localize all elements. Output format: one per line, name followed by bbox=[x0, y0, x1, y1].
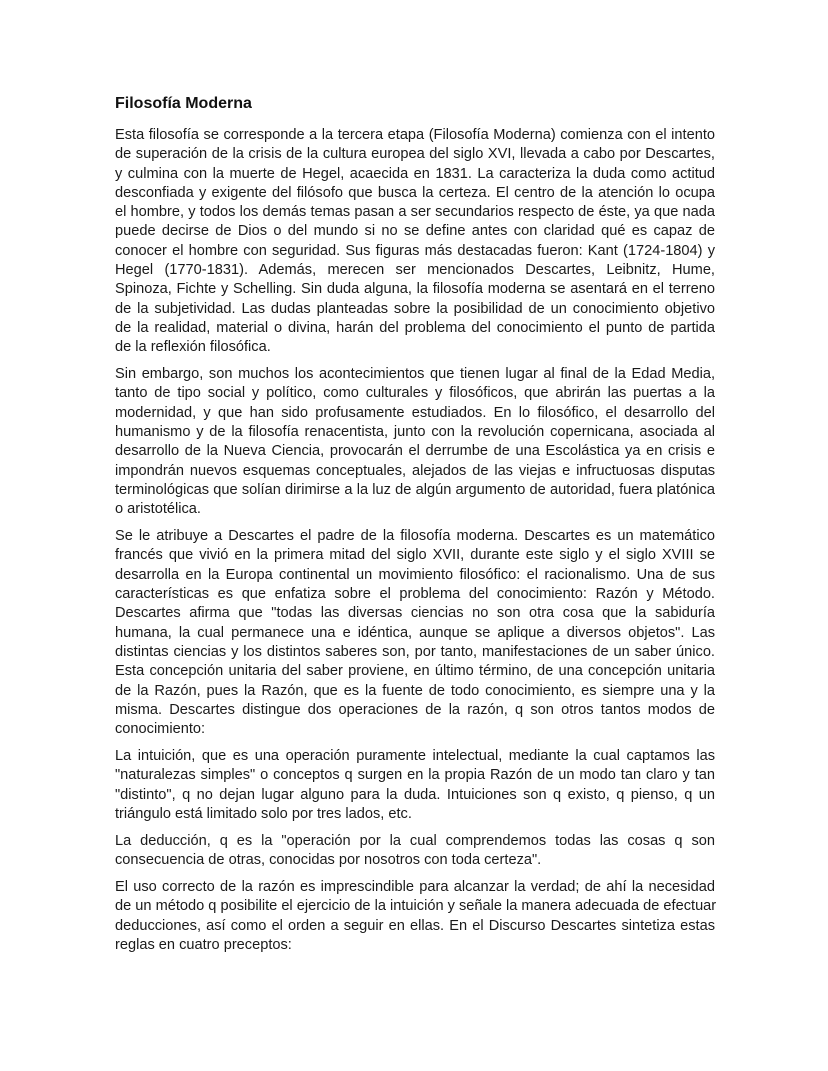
text-line: humana, la cual permanece una e idéntica, aunque se aplique a diversos objetos". Las bbox=[115, 624, 715, 641]
paragraph-descartes bbox=[115, 527, 715, 739]
text-line: de la realidad, material o divina, harán del problema del conocimiento el punto de partida bbox=[115, 319, 715, 336]
text-line: Sin embargo, son muchos los acontecimientos que tienen lugar al final de la Edad Media, bbox=[115, 366, 715, 383]
paragraph-metodo bbox=[115, 878, 715, 955]
text-line: La intuición, que es una operación puramente intelectual, mediante la cual captamos las bbox=[115, 747, 715, 764]
text-line: impondrán nuevos esquemas conceptuales, alejados de las viejas e infructuosas disputas bbox=[115, 462, 715, 479]
text-line: desarrolla en la Europa continental un movimiento filosófico: el racionalismo. Una de sus bbox=[115, 566, 715, 583]
text-line: desarrollo de la Nueva Ciencia, provocarán el derrumbe de una Escolástica ya en crisis e bbox=[115, 443, 715, 460]
document-title: Filosofía Moderna bbox=[115, 95, 252, 112]
text-line: Esta filosofía se corresponde a la tercera etapa (Filosofía Moderna) comienza con el intento bbox=[115, 127, 715, 143]
text-line: Spinoza, Fichte y Schelling. Sin duda alguna, la filosofía moderna se asentará en el terreno bbox=[115, 281, 715, 298]
text-line: distintas ciencias y los distintos saberes son, por tanto, manifestaciones de un saber único. bbox=[115, 643, 715, 660]
text-line: y culmina con la muerte de Hegel, acaecida en 1831. La caracteriza la duda como actitud bbox=[115, 165, 715, 182]
text-line: conocer el hombre con seguridad. Sus figuras más destacadas fueron: Kant (1724-1804) y bbox=[115, 242, 715, 259]
text-line: desconfiada y exigente del filósofo que busca la certeza. El centro de la atención lo ocupa bbox=[115, 184, 715, 201]
paragraph-intro bbox=[115, 126, 715, 358]
text-line: de la reflexión filosófica. bbox=[115, 339, 271, 356]
text-line: deducciones, así como el orden a seguir en ellas. En el Discurso Descartes sintetiza estas bbox=[115, 917, 715, 934]
text-line: misma. Descartes distingue dos operaciones de la razón, q son otros tantos modos de bbox=[115, 701, 715, 718]
text-line: humanismo y de la filosofía renacentista, junto con la revolución copernicana, asociada al bbox=[115, 424, 715, 441]
document-page bbox=[115, 94, 715, 963]
text-line: La deducción, q es la "operación por la cual comprendemos todas las cosas q son bbox=[115, 832, 715, 849]
text-line: puede decirse de Dios o del mundo si no se define antes con claridad qué es capaz de bbox=[115, 223, 715, 240]
text-line: reglas en cuatro preceptos: bbox=[115, 936, 292, 953]
text-line: de superación de la crisis de la cultura europea del siglo XVI, llevada a cabo por Descartes, bbox=[115, 146, 715, 163]
text-line: "naturalezas simples" o conceptos q surgen en la propia Razón de un modo tan claro y tan bbox=[115, 767, 715, 784]
text-line: Se le atribuye a Descartes el padre de la filosofía moderna. Descartes es un matemático bbox=[115, 528, 715, 545]
text-line: Hegel (1770-1831). Además, merecen ser mencionados Descartes, Leibnitz, Hume, bbox=[115, 262, 715, 279]
text-line: terminológicas que solían dirimirse a la luz de algún argumento de autoridad, fuera platónica bbox=[115, 481, 715, 498]
text-line: el hombre, y todos los demás temas pasan a ser secundarios respecto de éste, ya que nada bbox=[115, 204, 715, 221]
text-line: Descartes afirma que "todas las diversas ciencias no son otra cosa que la sabiduría bbox=[115, 605, 715, 622]
text-line: "distinto", q no dejan lugar alguno para la duda. Intuiciones son q existo, q pienso, q un bbox=[115, 786, 715, 803]
text-line: de un método q posibilite el ejercicio de la intuición y señale la manera adecuada de efectuar bbox=[115, 898, 717, 915]
text-line: de la Razón, pues la Razón, que es la fuente de todo conocimiento, es siempre una y la bbox=[115, 682, 715, 699]
text-line: de la subjetividad. Las dudas planteadas sobre la posibilidad de un conocimiento objetivo bbox=[115, 300, 715, 317]
text-line: El uso correcto de la razón es imprescindible para alcanzar la verdad; de ahí la necesidad bbox=[115, 878, 715, 895]
text-line: triángulo está limitado solo por tres lados, etc. bbox=[115, 805, 412, 822]
paragraph-deduccion bbox=[115, 832, 715, 871]
text-line: Esta concepción unitaria del saber proviene, en último término, de una concepción unitaria bbox=[115, 663, 715, 680]
text-line: características es que enfatiza sobre el problema del conocimiento: Razón y Método. bbox=[115, 586, 715, 603]
paragraph-intuicion bbox=[115, 747, 715, 824]
text-line: tanto de tipo social y político, como culturales y filosóficos, que abrirán las puertas a la bbox=[115, 385, 715, 402]
text-line: conocimiento: bbox=[115, 721, 206, 738]
text-line: o aristotélica. bbox=[115, 501, 201, 518]
text-line: consecuencia de otras, conocidas por nosotros con toda certeza". bbox=[115, 852, 542, 869]
text-line: francés que vivió en la primera mitad del siglo XVII, durante este siglo y el siglo XVIII se bbox=[115, 547, 715, 564]
paragraph-edad-media bbox=[115, 365, 715, 519]
text-line: modernidad, y que han sido profusamente estudiados. En lo filosófico, el desarrollo del bbox=[115, 404, 715, 421]
